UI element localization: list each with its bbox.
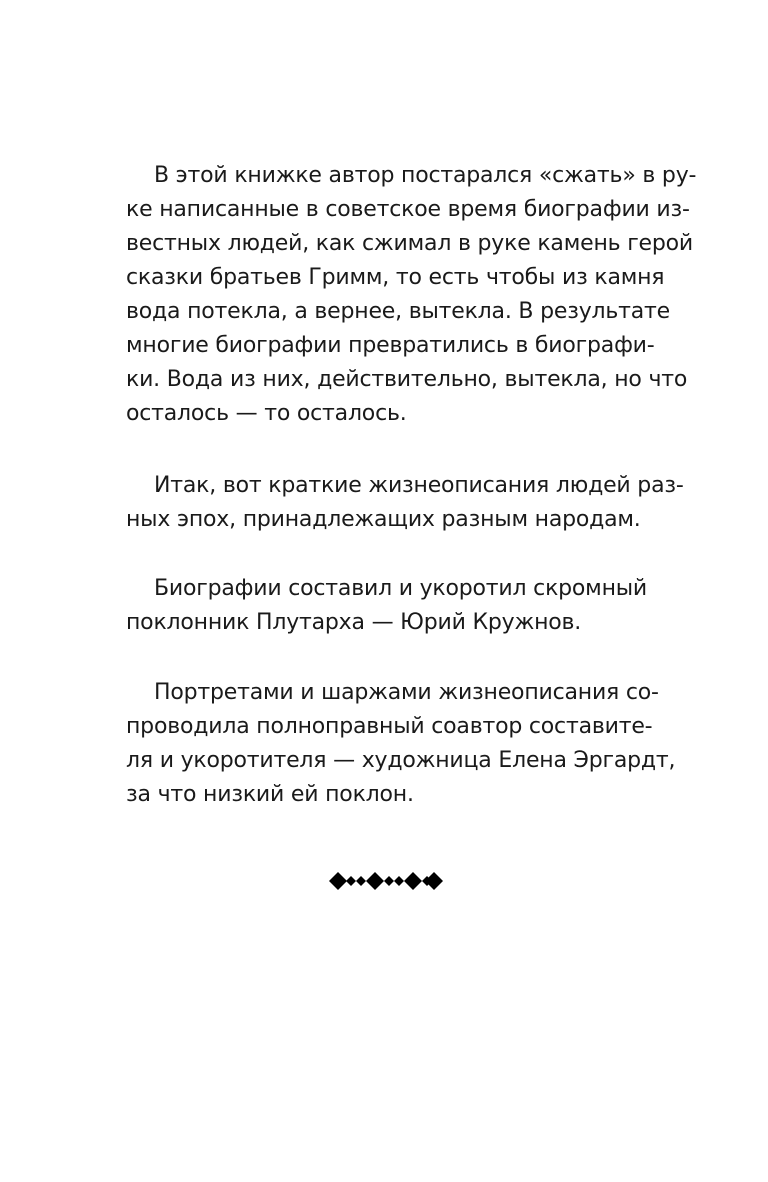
text-line: проводила полноправный соавтор составите- — [126, 714, 653, 739]
paragraph-4 — [126, 676, 676, 812]
text-line: поклонник Плутарха — Юрий Кружнов. — [126, 610, 582, 635]
paragraph-2 — [126, 469, 684, 537]
text-line: Биографии составил и укоротил скромный — [154, 576, 648, 601]
paragraph-3 — [126, 572, 648, 640]
text-line: вестных людей, как сжимал в руке камень герой — [126, 231, 694, 256]
text-line: ных эпох, принадлежащих разным народам. — [126, 507, 641, 532]
text-line: вода потекла, а вернее, вытекла. В результате — [126, 299, 670, 324]
text-line: В этой книжке автор постарался «сжать» в ру- — [154, 163, 697, 188]
text-line: за что низкий ей поклон. — [126, 782, 414, 807]
text-line: ке написанные в советское время биографии из- — [126, 197, 690, 222]
text-line: Итак, вот краткие жизнеописания людей раз- — [154, 473, 684, 498]
diamond-chain-ornament-icon — [329, 871, 443, 891]
text-line: Портретами и шаржами жизнеописания со- — [154, 680, 659, 705]
text-line: многие биографии превратились в биографи- — [126, 333, 655, 358]
paragraph-1 — [126, 159, 697, 431]
text-line: сказки братьев Гримм, то есть чтобы из камня — [126, 265, 665, 290]
text-line: ля и укоротителя — художница Елена Эргардт, — [126, 748, 676, 773]
text-line: осталось — то осталось. — [126, 401, 407, 426]
text-line: ки. Вода из них, действительно, вытекла, но что — [126, 367, 688, 392]
